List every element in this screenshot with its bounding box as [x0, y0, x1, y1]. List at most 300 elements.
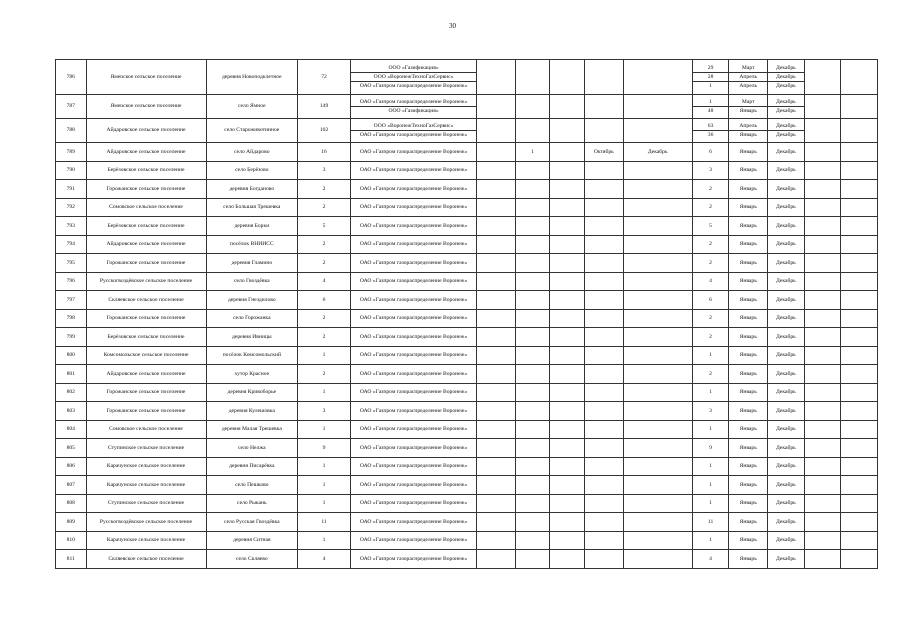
settlement-name: Айдаровское сельское поселение	[86, 235, 206, 254]
organization	[350, 457, 476, 476]
settlement-name: Айдаровское сельское поселение	[86, 365, 206, 384]
start-month-entry: Январь	[739, 296, 757, 303]
extra-end: Декабрь	[623, 143, 692, 162]
extra-start	[584, 291, 623, 310]
extra-qty	[515, 180, 550, 199]
empty-cell	[841, 402, 878, 421]
empty-cell	[804, 119, 841, 143]
locality-name: деревня Богданово	[206, 180, 298, 199]
locality-name: село Берёзово	[206, 161, 298, 180]
end-month-entry: Декабрь	[775, 555, 796, 562]
locality-name: село Айдарово	[206, 143, 298, 162]
start-month	[729, 161, 768, 180]
organization	[350, 476, 476, 495]
empty-cell	[804, 309, 841, 328]
organization	[350, 143, 476, 162]
start-month-entry: Апрель	[739, 83, 758, 90]
empty-cell	[841, 95, 878, 119]
settlement-name: Карачунское сельское поселение	[86, 476, 206, 495]
end-month-entry: Декабрь	[775, 333, 796, 340]
locality-name: хутор Красное	[206, 365, 298, 384]
organization-entry: ОАО «Газпром газораспределение Воронеж»	[359, 204, 468, 211]
organization	[350, 420, 476, 439]
settlement-name: Ямenское сельское поселение	[86, 60, 206, 95]
start-month-entry: Январь	[739, 370, 757, 377]
extra-start	[584, 550, 623, 569]
empty-cell	[477, 383, 516, 402]
extra-qty	[515, 402, 550, 421]
end-month	[768, 476, 805, 495]
extra-qty	[515, 531, 550, 550]
start-month-entry: Январь	[739, 315, 757, 322]
empty-cell	[804, 550, 841, 569]
empty-cell	[841, 420, 878, 439]
empty-cell	[550, 291, 585, 310]
table-row	[56, 309, 878, 328]
locality-name: деревня Гламино	[206, 254, 298, 273]
planned-qty	[692, 161, 729, 180]
start-month	[729, 550, 768, 569]
organization	[350, 531, 476, 550]
settlement-name: Горожанское сельское поселение	[86, 402, 206, 421]
extra-start	[584, 309, 623, 328]
organization-entry: ОАО «Газпром газораспределение Воронеж»	[359, 278, 468, 285]
table-row	[56, 420, 878, 439]
empty-cell	[804, 291, 841, 310]
end-month	[768, 217, 805, 236]
planned-qty-entry: 4	[709, 555, 712, 562]
planned-qty-entry: 1	[692, 98, 729, 107]
end-month-entry: Декабрь	[775, 352, 796, 359]
start-month	[729, 531, 768, 550]
empty-cell	[841, 291, 878, 310]
extra-end	[623, 309, 692, 328]
extra-start	[584, 198, 623, 217]
end-month-entry: Декабрь	[775, 132, 796, 138]
object-count: 1	[298, 531, 351, 550]
organization	[350, 550, 476, 569]
end-month-entry: Декабрь	[775, 481, 796, 488]
settlement-name: Комсомольское сельское поселение	[86, 346, 206, 365]
empty-cell	[804, 60, 841, 95]
empty-cell	[477, 402, 516, 421]
empty-cell	[841, 217, 878, 236]
planned-qty-entry: 11	[707, 518, 714, 525]
empty-cell	[804, 161, 841, 180]
table-row	[56, 217, 878, 236]
start-month-entry: Январь	[739, 426, 757, 433]
organization-entry: ОАО «Газпром газораспределение Воронеж»	[359, 296, 468, 303]
row-number: 803	[56, 402, 87, 421]
start-month-entry: Январь	[739, 463, 757, 470]
object-count: 6	[298, 291, 351, 310]
organization	[350, 272, 476, 291]
end-month-entry: Декабрь	[775, 167, 796, 174]
organization-entry: ОАО «Газпром газораспределение Воронеж»	[359, 315, 468, 322]
start-month-entry: Апрель	[729, 122, 768, 131]
empty-cell	[841, 383, 878, 402]
end-month-entry: Декабрь	[775, 204, 796, 211]
page-number: 30	[449, 22, 456, 30]
planned-qty	[692, 95, 729, 119]
empty-cell	[477, 272, 516, 291]
extra-start	[584, 439, 623, 458]
extra-end	[623, 161, 692, 180]
locality-name: посёлок Комсомольский	[206, 346, 298, 365]
locality-name: село Пешково	[206, 476, 298, 495]
empty-cell	[804, 143, 841, 162]
settlement-name: Айдаровское сельское поселение	[86, 143, 206, 162]
start-month-entry: Апрель	[729, 73, 768, 82]
planned-qty	[692, 531, 729, 550]
planned-qty	[692, 328, 729, 347]
row-number: 794	[56, 235, 87, 254]
empty-cell	[550, 420, 585, 439]
start-month	[729, 494, 768, 513]
empty-cell	[550, 60, 585, 95]
planned-qty	[692, 365, 729, 384]
organization-entry: ОАО «Газпром газораспределение Воронеж»	[359, 352, 468, 359]
settlement-name: Айдаровское сельское поселение	[86, 119, 206, 143]
organization	[350, 161, 476, 180]
table-row	[56, 180, 878, 199]
end-month-entry: Декабрь	[775, 108, 796, 114]
organization	[350, 494, 476, 513]
planned-qty	[692, 309, 729, 328]
empty-cell	[841, 198, 878, 217]
table-row	[56, 383, 878, 402]
extra-qty	[515, 365, 550, 384]
start-month-entry: Январь	[739, 407, 757, 414]
object-count: 2	[298, 235, 351, 254]
table-row	[56, 402, 878, 421]
empty-cell	[550, 457, 585, 476]
planned-qty	[692, 254, 729, 273]
extra-qty	[515, 476, 550, 495]
end-month	[768, 365, 805, 384]
locality-name: село Горожанка	[206, 309, 298, 328]
empty-cell	[550, 365, 585, 384]
table-row	[56, 95, 878, 119]
organization	[350, 119, 476, 143]
object-count: 1	[298, 346, 351, 365]
row-number: 789	[56, 143, 87, 162]
row-number: 798	[56, 309, 87, 328]
planned-qty	[692, 383, 729, 402]
extra-start	[584, 494, 623, 513]
planned-qty-entry: 2	[709, 259, 712, 266]
organization-entry: ОАО «Газпром газораспределение Воронеж»	[359, 83, 468, 90]
end-month	[768, 272, 805, 291]
locality-name: деревня Ситная	[206, 531, 298, 550]
end-month	[768, 346, 805, 365]
empty-cell	[550, 531, 585, 550]
extra-end	[623, 365, 692, 384]
table-row	[56, 494, 878, 513]
empty-cell	[804, 439, 841, 458]
row-number: 811	[56, 550, 87, 569]
extra-start	[584, 346, 623, 365]
empty-cell	[841, 161, 878, 180]
start-month	[729, 119, 768, 143]
organization	[350, 198, 476, 217]
extra-start	[584, 513, 623, 532]
empty-cell	[841, 550, 878, 569]
settlement-name: Сомовское сельское поселение	[86, 420, 206, 439]
start-month-entry: Январь	[739, 518, 757, 525]
empty-cell	[804, 346, 841, 365]
row-number: 791	[56, 180, 87, 199]
start-month	[729, 309, 768, 328]
empty-cell	[550, 180, 585, 199]
start-month	[729, 60, 768, 95]
end-month-entry: Декабрь	[775, 444, 796, 451]
object-count: 1	[298, 476, 351, 495]
start-month-entry: Январь	[739, 148, 757, 155]
locality-name: деревня Писарёвка	[206, 457, 298, 476]
planned-qty-entry: 1	[709, 463, 712, 470]
empty-cell	[550, 439, 585, 458]
empty-cell	[477, 328, 516, 347]
start-month	[729, 365, 768, 384]
organization-entry: ОАО «Газпром газораспределение Воронеж»	[359, 463, 468, 470]
empty-cell	[550, 217, 585, 236]
table-row	[56, 235, 878, 254]
organization-entry: ОАО «Газпром газораспределение Воронеж»	[359, 370, 468, 377]
object-count: 72	[298, 60, 351, 95]
organization	[350, 180, 476, 199]
settlement-name: Горожанское сельское поселение	[86, 309, 206, 328]
empty-cell	[841, 531, 878, 550]
planned-qty-entry: 6	[709, 148, 712, 155]
planned-qty-entry: 48	[707, 108, 714, 114]
empty-cell	[550, 402, 585, 421]
locality-name: посёлок ВНИИСС	[206, 235, 298, 254]
planned-qty-entry: 36	[707, 132, 714, 138]
extra-qty	[515, 328, 550, 347]
object-count: 5	[298, 217, 351, 236]
extra-end	[623, 291, 692, 310]
empty-cell	[841, 254, 878, 273]
start-month	[729, 272, 768, 291]
organization	[350, 383, 476, 402]
start-month	[729, 198, 768, 217]
end-month	[768, 513, 805, 532]
start-month	[729, 328, 768, 347]
settlement-name: Русскогвоздёвское сельское поселение	[86, 272, 206, 291]
organization-entry: ОАО «Газпром газораспределение Воронеж»	[359, 132, 468, 138]
settlement-name: Берёзовское сельское поселение	[86, 217, 206, 236]
table-row	[56, 476, 878, 495]
table-row	[56, 531, 878, 550]
empty-cell	[841, 513, 878, 532]
table-row	[56, 513, 878, 532]
row-number: 808	[56, 494, 87, 513]
end-month	[768, 383, 805, 402]
extra-qty	[515, 60, 550, 95]
organization	[350, 254, 476, 273]
planned-qty-entry: 1	[709, 352, 712, 359]
extra-end	[623, 494, 692, 513]
empty-cell	[477, 439, 516, 458]
empty-cell	[804, 383, 841, 402]
organization-entry: ОАО «Газпром газораспределение Воронеж»	[359, 259, 468, 266]
empty-cell	[550, 513, 585, 532]
empty-cell	[477, 346, 516, 365]
organization-entry: ОАО «Газпром газораспределение Воронеж»	[359, 518, 468, 525]
planned-qty	[692, 291, 729, 310]
planned-qty-entry: 63	[692, 122, 729, 131]
planned-qty-entry: 5	[709, 222, 712, 229]
planned-qty-entry: 2	[709, 370, 712, 377]
start-month	[729, 254, 768, 273]
start-month	[729, 180, 768, 199]
end-month-entry: Декабрь	[775, 518, 796, 525]
row-number: 799	[56, 328, 87, 347]
row-number: 795	[56, 254, 87, 273]
table-row	[56, 346, 878, 365]
settlement-name: Берёзовское сельское поселение	[86, 161, 206, 180]
extra-end	[623, 119, 692, 143]
extra-end	[623, 513, 692, 532]
row-number: 804	[56, 420, 87, 439]
empty-cell	[804, 328, 841, 347]
planned-qty	[692, 513, 729, 532]
start-month-entry: Март	[729, 98, 768, 107]
organization-entry: ОАО «Газпром газораспределение Воронеж»	[359, 389, 468, 396]
empty-cell	[804, 365, 841, 384]
row-number: 786	[56, 60, 87, 95]
end-month-entry: Декабрь	[775, 296, 796, 303]
empty-cell	[841, 60, 878, 95]
table-row	[56, 457, 878, 476]
empty-cell	[841, 235, 878, 254]
planned-qty-entry: 3	[709, 407, 712, 414]
empty-cell	[477, 119, 516, 143]
extra-end	[623, 420, 692, 439]
planned-qty-entry: 2	[709, 185, 712, 192]
planned-qty	[692, 217, 729, 236]
organization-entry: ОАО «Газпром газораспределение Воронеж»	[359, 148, 468, 155]
planned-qty	[692, 119, 729, 143]
planned-qty-entry: 28	[692, 73, 729, 82]
end-month	[768, 457, 805, 476]
table-row	[56, 439, 878, 458]
extra-qty	[515, 439, 550, 458]
start-month-entry: Март	[729, 64, 768, 73]
empty-cell	[550, 235, 585, 254]
start-month	[729, 457, 768, 476]
start-month-entry: Январь	[739, 389, 757, 396]
empty-cell	[841, 272, 878, 291]
organization-entry: ООО «Газификация»	[388, 108, 439, 114]
extra-end	[623, 439, 692, 458]
start-month	[729, 439, 768, 458]
extra-end	[623, 254, 692, 273]
extra-qty	[515, 254, 550, 273]
planned-qty-entry: 4	[709, 278, 712, 285]
object-count: 1	[298, 383, 351, 402]
planned-qty-entry: 1	[709, 83, 712, 90]
extra-qty	[515, 457, 550, 476]
empty-cell	[477, 420, 516, 439]
empty-cell	[550, 346, 585, 365]
end-month-entry: Декабрь	[775, 370, 796, 377]
object-count: 149	[298, 95, 351, 119]
object-count: 2	[298, 254, 351, 273]
start-month	[729, 420, 768, 439]
planned-qty	[692, 180, 729, 199]
end-month	[768, 439, 805, 458]
start-month	[729, 383, 768, 402]
empty-cell	[804, 420, 841, 439]
locality-name: деревня Кривоборье	[206, 383, 298, 402]
extra-start	[584, 217, 623, 236]
empty-cell	[477, 457, 516, 476]
locality-name: село Гвоздёвка	[206, 272, 298, 291]
planned-qty-entry: 1	[709, 500, 712, 507]
start-month	[729, 95, 768, 119]
empty-cell	[804, 254, 841, 273]
object-count: 2	[298, 198, 351, 217]
extra-start	[584, 457, 623, 476]
empty-cell	[841, 439, 878, 458]
empty-cell	[841, 119, 878, 143]
table-row	[56, 291, 878, 310]
end-month	[768, 235, 805, 254]
planned-qty	[692, 439, 729, 458]
empty-cell	[804, 513, 841, 532]
locality-name: село Рыкань	[206, 494, 298, 513]
table-row	[56, 550, 878, 569]
organization-entry: ОАО «Газпром газораспределение Воронеж»	[359, 222, 468, 229]
extra-end	[623, 383, 692, 402]
start-month	[729, 291, 768, 310]
empty-cell	[477, 476, 516, 495]
start-month-entry: Январь	[739, 108, 757, 114]
end-month-entry: Декабрь	[775, 83, 796, 90]
row-number: 796	[56, 272, 87, 291]
locality-name: село Ямное	[206, 95, 298, 119]
start-month-entry: Январь	[739, 555, 757, 562]
planned-qty	[692, 346, 729, 365]
row-number: 807	[56, 476, 87, 495]
end-month	[768, 95, 805, 119]
empty-cell	[477, 531, 516, 550]
settlement-name: Карачунское сельское поселение	[86, 457, 206, 476]
row-number: 792	[56, 198, 87, 217]
settlement-name: Ямenское сельское поселение	[86, 95, 206, 119]
extra-start	[584, 119, 623, 143]
end-month-entry: Декабрь	[775, 259, 796, 266]
empty-cell	[550, 383, 585, 402]
row-number: 790	[56, 161, 87, 180]
organization-entry: ОАО «Газпром газораспределение Воронеж»	[359, 537, 468, 544]
settlement-name: Горожанское сельское поселение	[86, 180, 206, 199]
start-month	[729, 402, 768, 421]
empty-cell	[477, 217, 516, 236]
start-month	[729, 476, 768, 495]
locality-name: деревня Малая Трешевка	[206, 420, 298, 439]
empty-cell	[477, 291, 516, 310]
end-month	[768, 531, 805, 550]
locality-name: деревня Гнездилово	[206, 291, 298, 310]
empty-cell	[477, 60, 516, 95]
empty-cell	[477, 235, 516, 254]
organization-entry: ОАО «Газпром газораспределение Воронеж»	[359, 167, 468, 174]
settlement-name: Горожанское сельское поселение	[86, 254, 206, 273]
extra-start	[584, 476, 623, 495]
